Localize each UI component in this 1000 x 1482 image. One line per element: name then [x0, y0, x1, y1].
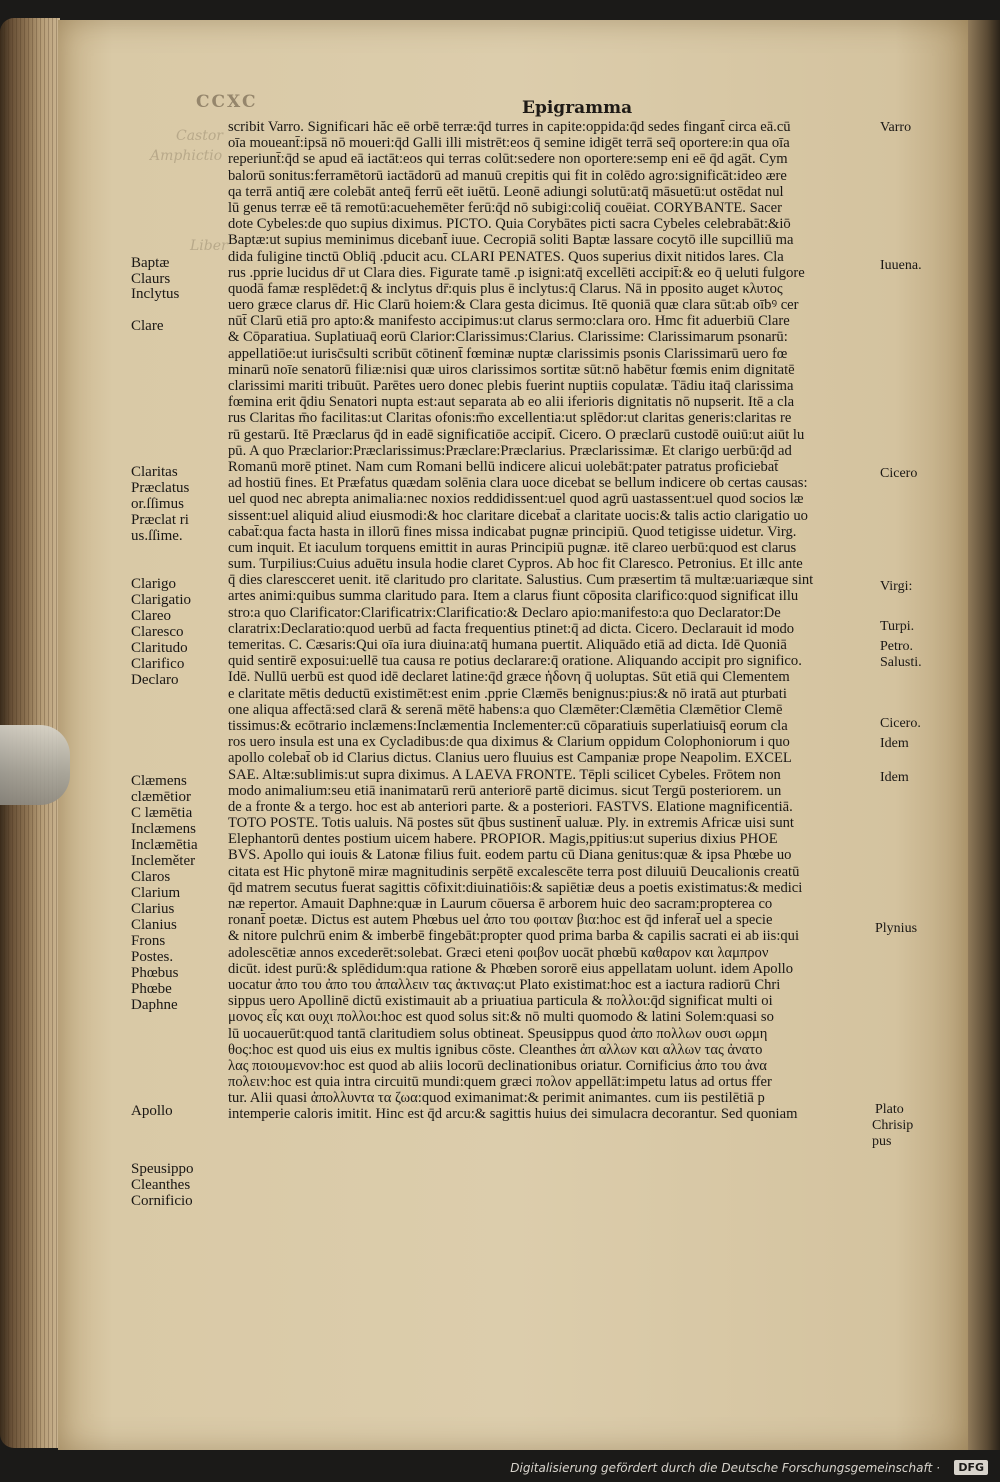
text-line: næ repertor. Amauit Daphne:quæ in Laurum cōuersa ē arborem huic deo sacram:propterea co: [228, 896, 773, 912]
marginal-note: Clareo: [131, 608, 171, 624]
text-line: temeritas. C. Cæsaris:Qui oīa iura diuina:atq̄ humana puertit. Aliquādo etiā ad dicta. Idē Quoniā: [228, 637, 787, 653]
main-text-block: [228, 119, 876, 1123]
text-line: sippus uero Apollinē dictū existimauit ab a priuatiua particula & πολλοι:q̄d significat multi oi: [228, 993, 773, 1010]
bleed-through-text: Amphictio: [150, 148, 223, 164]
marginal-note: Clarius: [131, 901, 175, 917]
text-line: adolescētiæ annos excederēt:solebat. Græci eteni φοιβον uocāt phœbū καθαρον και λαμπρον: [228, 944, 769, 961]
text-line: lū genus terræ eē tā remotū:acuehemēter ferū:q̄d nō subigi:coliq̄ couēiat. CORYBANTE. Sacer: [228, 199, 782, 216]
marginal-note: Speusippo: [131, 1161, 194, 1177]
text-line: q̄d matrem secutus fuerat sagittis cōfixit:diuinatiōis:& sapiētiæ deus a poetis existimatus:& medici: [228, 879, 803, 896]
text-line: artes animi:quibus summa claritudo para. Item a clarus fiunt cōposita clarifico:quod significat illu: [228, 588, 799, 605]
text-line: Elephantorū dentes postium uicem habere. PROPIOR. Magis,ppitius:ut superius dixius PHOE: [228, 831, 778, 848]
marginal-note: Præclat ri: [131, 512, 189, 528]
text-line: tur. Alii quasi ἀπολλυντα τα ζωα:quod eximanimat:& perimit animantes. cum iis pestilētiā p: [228, 1090, 765, 1107]
marginal-note: Baptæ: [131, 255, 170, 271]
marginal-note: Incleměter: [131, 853, 196, 869]
text-line: & Cōparatiua. Suplatiuaq̄ eorū Clarior:Clarissimus:Clarius. Clarissime: Clarissimarum psonarū:: [228, 329, 788, 346]
text-line: sissent:uel aliquid aliud eiusmodi:& hoc claritare dicebat̄ a claritate uocis:& talis actio clarigatio uo: [228, 507, 808, 524]
marginal-reference: Idem: [880, 770, 909, 785]
text-line: dicūt. idest purū:& splēdidum:qua ratione & Phœben sororē eius appellatam uolunt. idem Apollo: [228, 960, 794, 977]
marginal-note: Claros: [131, 869, 171, 885]
marginal-note: Claritudo: [131, 640, 188, 656]
text-line: tissimus:& ecōtrario inclæmens:Inclæmentia Inclementer:cū cōparatiuis superlatiuisq̄ eorum cla: [228, 717, 788, 734]
marginal-note: Clarifico: [131, 656, 185, 672]
marginal-reference: Virgi:: [880, 579, 913, 594]
marginal-note: Inclæmētia: [131, 837, 198, 853]
marginal-note: Clarigatio: [131, 592, 191, 608]
marginal-reference: Plato: [875, 1102, 904, 1117]
marginal-reference: Iuuena.: [880, 258, 922, 273]
marginal-note: Postes.: [131, 949, 174, 965]
text-line: rus Claritas m̄o facilitas:ut Claritas ofonis:m̄o excellentia:ut splēdor:ut claritas generis:claritas re: [228, 410, 792, 427]
marginal-note: Apollo: [131, 1103, 173, 1119]
text-line: dote Cybeles:de quo supius diximus. PICTO. Quia Corybātes picti sacra Cybeles celebrabāt:&iō: [228, 216, 791, 233]
text-line: Baptæ:ut supius meminimus dicebant̄ iuue. Cecropiā soliti Baptæ lassare cocytō ille supcilliū ma: [228, 232, 794, 249]
text-line: SAE. Altæ:sublimis:ut supra diximus. A LAEVA FRONTE. Tēpli scilicet Cybeles. Frōtem non: [228, 766, 781, 783]
text-line: uocatur ἀπο του ἀπο του ἀπαλλειν τας ἀκτινας:ut Plato existimat:hoc est a iactura radiorū Chri: [228, 976, 781, 993]
marginal-note: Declaro: [131, 672, 179, 688]
running-head: Epigramma: [522, 98, 633, 118]
bleed-through-text: Liber: [190, 238, 228, 254]
page-clip: [0, 725, 70, 805]
footer-bar: [0, 1455, 1000, 1482]
marginal-reference: Turpi.: [880, 619, 915, 634]
text-line: quid sentirē exposui:uellē tua causa re potius declarare:q̄ oratione. Aliquando accipit pro significo.: [228, 653, 802, 670]
funding-credit: Digitalisierung gefördert durch die Deutsche Forschungsgemeinschaft ·: [510, 1461, 940, 1475]
dfg-logo: DFG: [954, 1460, 988, 1475]
marginal-note: Phœbus: [131, 965, 179, 981]
marginal-note: C læmētia: [131, 805, 193, 821]
text-line: λας ποιουμενον:hoc est quod ab aliis locorū declinationibus oriatur. Cornificius ἀπο του ἀνα: [228, 1057, 767, 1074]
marginal-note: Clarigo: [131, 576, 176, 592]
text-line: quodā famæ resplēdet:q̄ & inclytus dr̄:quis plus ē inclytus:q̄ Clarus. Nā in pposito auget κλυτος: [228, 280, 783, 297]
marginal-note: Claresco: [131, 624, 184, 640]
bleed-through-text: Castor: [176, 128, 223, 144]
marginal-note: Inclæmens: [131, 821, 196, 837]
text-line: ronant̄ poetæ. Dictus est autem Phœbus uel ἀπο του φοιταν βια:hoc est q̄d inferat̄ uel a specie: [228, 912, 773, 929]
folio-number: CCXC: [196, 92, 258, 112]
marginal-note: Clæmens: [131, 773, 187, 789]
marginal-note: Clare: [131, 318, 164, 334]
marginal-note: Frons: [131, 933, 166, 949]
marginal-reference: Petro.: [880, 639, 914, 654]
text-line: pū. A quo Præclarior:Præclarissimus:Præclare:Præclarius. Præclarissimæ. Et clarigo uerbū:q̄d̄ ad: [228, 442, 792, 459]
text-line: e claritate mētis deductū existimēt:est enim .pprie Clæmēs benignus:pius:& nō iratā aut pturbati: [228, 685, 787, 702]
text-line: reperiunt̄:q̄d se apud eā iactāt:eos qui terras colūt:sedere non oportere:semp eni eē q̄d agāt. Cym: [228, 151, 788, 168]
text-line: uel quod nec abrepta animalia:nec noxios reddidissent:uel quod agrū uastassent:uel quod socios læ: [228, 491, 804, 508]
marginal-reference: Plynius: [875, 921, 918, 936]
text-line: πολειν:hoc est quia intra circuitū mundi:quem græci πολον appellāt:impetu latus ad ortus ffer: [228, 1074, 772, 1091]
text-line: nūt̄ Clarū etiā pro apto:& manifesto accipimus:ut clarus sermo:clara oro. Hmc fit aduerbiū Clare: [228, 313, 790, 330]
marginal-note: or.ſſimus: [131, 496, 184, 512]
text-line: clarissimi mariti tribuūt. Parētes uero donec plebis fuerint nuptiis copulatæ. Tādiu itaq̄ clarissima: [228, 378, 794, 394]
marginal-reference: Idem: [880, 736, 909, 751]
text-line: ros uero insula est una ex Cycladibus:de qua diximus & Clarium oppidum Colophoniorum i quo: [228, 734, 790, 751]
text-line: rus .pprie lucidus dr̄ ut Clara dies. Figurate tamē .p isigni:atq̄ excellēti accipit̄:& eo q̄ ueluti fulgore: [228, 264, 805, 281]
marginal-note: Præclatus: [131, 480, 190, 496]
text-line: citata est Hic phytonē miræ magnitudinis serpētē excalescēte terra post diluuiū Deucalionis creatū: [228, 863, 800, 880]
text-line: uero græce clarus dr̄. Hic Clarū hoiem:& Clara gesta dicimus. Itē quoniā quæ clara sūt:ab oībꝰ cer: [228, 297, 799, 314]
text-line: cum inquit. Et iaculum torquens emittit in auras Principiū pugnæ. itē clareo uerbū:quod est clarus: [228, 539, 797, 556]
text-line: appellatiōe:ut iurisc̄sulti scribūt cōtinent̄ fœminæ nuptæ clarissimis psonis Clarissimarū uero fœ: [228, 345, 788, 362]
text-line: stro:a quo Clarificator:Clarificatrix:Clarificatio:& Declaro apio:manifesto:a quo Declarator:De: [228, 604, 781, 621]
facing-page-edge: [968, 20, 1000, 1450]
marginal-note: Cornificio: [131, 1193, 193, 1209]
marginal-note: Clanius: [131, 917, 177, 933]
marginal-note: Cleanthes: [131, 1177, 191, 1193]
marginal-note: Daphne: [131, 997, 178, 1013]
marginal-reference: Salusti.: [880, 655, 922, 670]
marginal-note: Claritas: [131, 464, 178, 480]
text-line: Idē. Nullū uerbū est quod idē declaret latine:q̄d græce ἡδονη q̄ uoluptas. Sūt etiā qui Clementem: [228, 669, 790, 686]
text-line: TOTO POSTE. Totis ualuis. Nā postes sūt q̄bus sustinent̄ ualuæ. Ply. in extremis Africæ uisi sunt: [228, 815, 794, 832]
text-line: q̄ dies clarescceret uenit. itē claritudo pro claritate. Salustius. Cum præsertim tā multæ:uariæque sint: [228, 572, 814, 589]
text-line: rū gestarū. Itē Præclarus q̄d in eadē significatiōe accipit̄. Cicero. O præclarū custodē ouiū:ut aiūt lu: [228, 426, 805, 443]
text-line: claratrix:Declaratio:quod uerbū ad facta frequentius ptinet:q̄ ad dicta. Cicero. Declarauit id modo: [228, 620, 795, 637]
marginal-note: Inclytus: [131, 286, 180, 302]
text-line: sum. Turpilius:Cuius aduētu insula hodie claret Cypros. Ab hoc fit Claresco. Petronius. Et illc ante: [228, 556, 803, 573]
marginal-reference: Cicero: [880, 466, 918, 481]
text-line: BVS. Apollo qui iouis & Latonæ filius fuit. eodem partu cū Diana genitus:quæ & ipsa Phœbe uo: [228, 847, 792, 864]
marginal-note: clæmētior: [131, 789, 191, 805]
text-line: fœmina erit q̄diu Senatori nupta est:aut separata ab eo alii iferioris dignitatis nō nupserit. Itē a cla: [228, 394, 795, 411]
text-line: oīa moueant̄:ipsā nō moueri:q̄d Galli illi mistrēt:eos q̄ semine idigēt terrā seq̄ oportere:in qua oīa: [228, 135, 790, 152]
text-line: μονος εἶς και ουχι πολλοι:hoc est quod solus sit:& nō multi quomodo & latini Solem:quasi so: [228, 1009, 774, 1026]
text-line: lū uocauerūt:quod tantā claritudiem solus obtineat. Speusippus quod ἀπο πολλων ουσι ωρμη: [228, 1025, 768, 1042]
marginal-note: us.ſſime.: [131, 528, 183, 544]
text-line: modo animalium:seu etiā inanimatarū rerū anteriorē partē dicimus. sicut Tergū posteriorem. un: [228, 782, 782, 799]
text-line: qa terrā antiq̄ ære colebāt anteq̄ ferrū eēt iuētū. Leonē adiungi solutū:atq̄ māsuetū:ut ostēdat nul: [228, 183, 784, 200]
text-line: intemperie caloris imitit. Hinc est q̄d̄ arcu:& sagittis huius dei simulacra decorantur. Sed quoniam: [228, 1106, 798, 1123]
marginal-reference: Chrisip: [872, 1118, 914, 1133]
text-line: ad hostiū fines. Et Præfatus quædam solēnia clara uoce dicebat se bellum indicere ob certas causas:: [228, 475, 808, 492]
text-line: θος:hoc est quod uis eius ex multis ignibus cōste. Cleanthes ἀπ αλλων και αλλων τας ἀνατο: [228, 1041, 763, 1058]
marginal-note: Claurs: [131, 271, 171, 287]
text-line: apollo colebat̄ ob id Clarius dictus. Clanius uero fluuius est Campaniæ prope Neapolim. EXCEL: [228, 750, 792, 767]
marginal-reference: pus: [872, 1134, 892, 1149]
text-line: & nitore pulchrū enim & imberbē fingebāt:propter quod prima barba & capilis sacrati ei ab iis:qui: [228, 928, 800, 945]
marginal-reference: Cicero.: [880, 716, 921, 731]
text-line: cabat̄:qua facta hasta in illorū fines missa indicabat pugnæ principiū. Quod tetigisse uidetur. Virg.: [228, 523, 797, 540]
marginal-note: Phœbe: [131, 981, 172, 997]
text-line: de a fronte & a tergo. hoc est ab anteriori parte. & a posteriori. FASTVS. Elatione magnificentiā.: [228, 798, 793, 815]
text-line: Romanū morē ptinet. Nam cum Romani bellū indicere alicui uolebāt:pater patratus proficiebat̄: [228, 458, 779, 475]
text-line: balorū sonitus:ferramētorū iactādorū ad manuū crepitis qui fit in colēdo agro:significāt:ideo ære: [228, 167, 787, 184]
text-line: scribit Varro. Significari hăc eē orbē terræ:q̄d turres in capite:oppida:q̄d sedes fingant̄ circa eā.cū: [228, 119, 791, 135]
marginal-reference: Varro: [880, 120, 912, 135]
text-line: minarū noīe senatorū filiæ:nisi quæ uiros clarissimos sortitæ sūt:nō habētur fœmis enim dignitatē: [228, 361, 795, 378]
text-line: one aliqua affectā:sed clarā & serenā mētē habens:a quo Clæmēter:Clæmētia Clæmētior Clemē: [228, 701, 783, 718]
marginal-note: Clarium: [131, 885, 181, 901]
text-line: dida fuligine tinctū Obliq̄ .pducit acu. CLARI PENATES. Quos superius dixit nitidos lares. Cla: [228, 248, 784, 265]
